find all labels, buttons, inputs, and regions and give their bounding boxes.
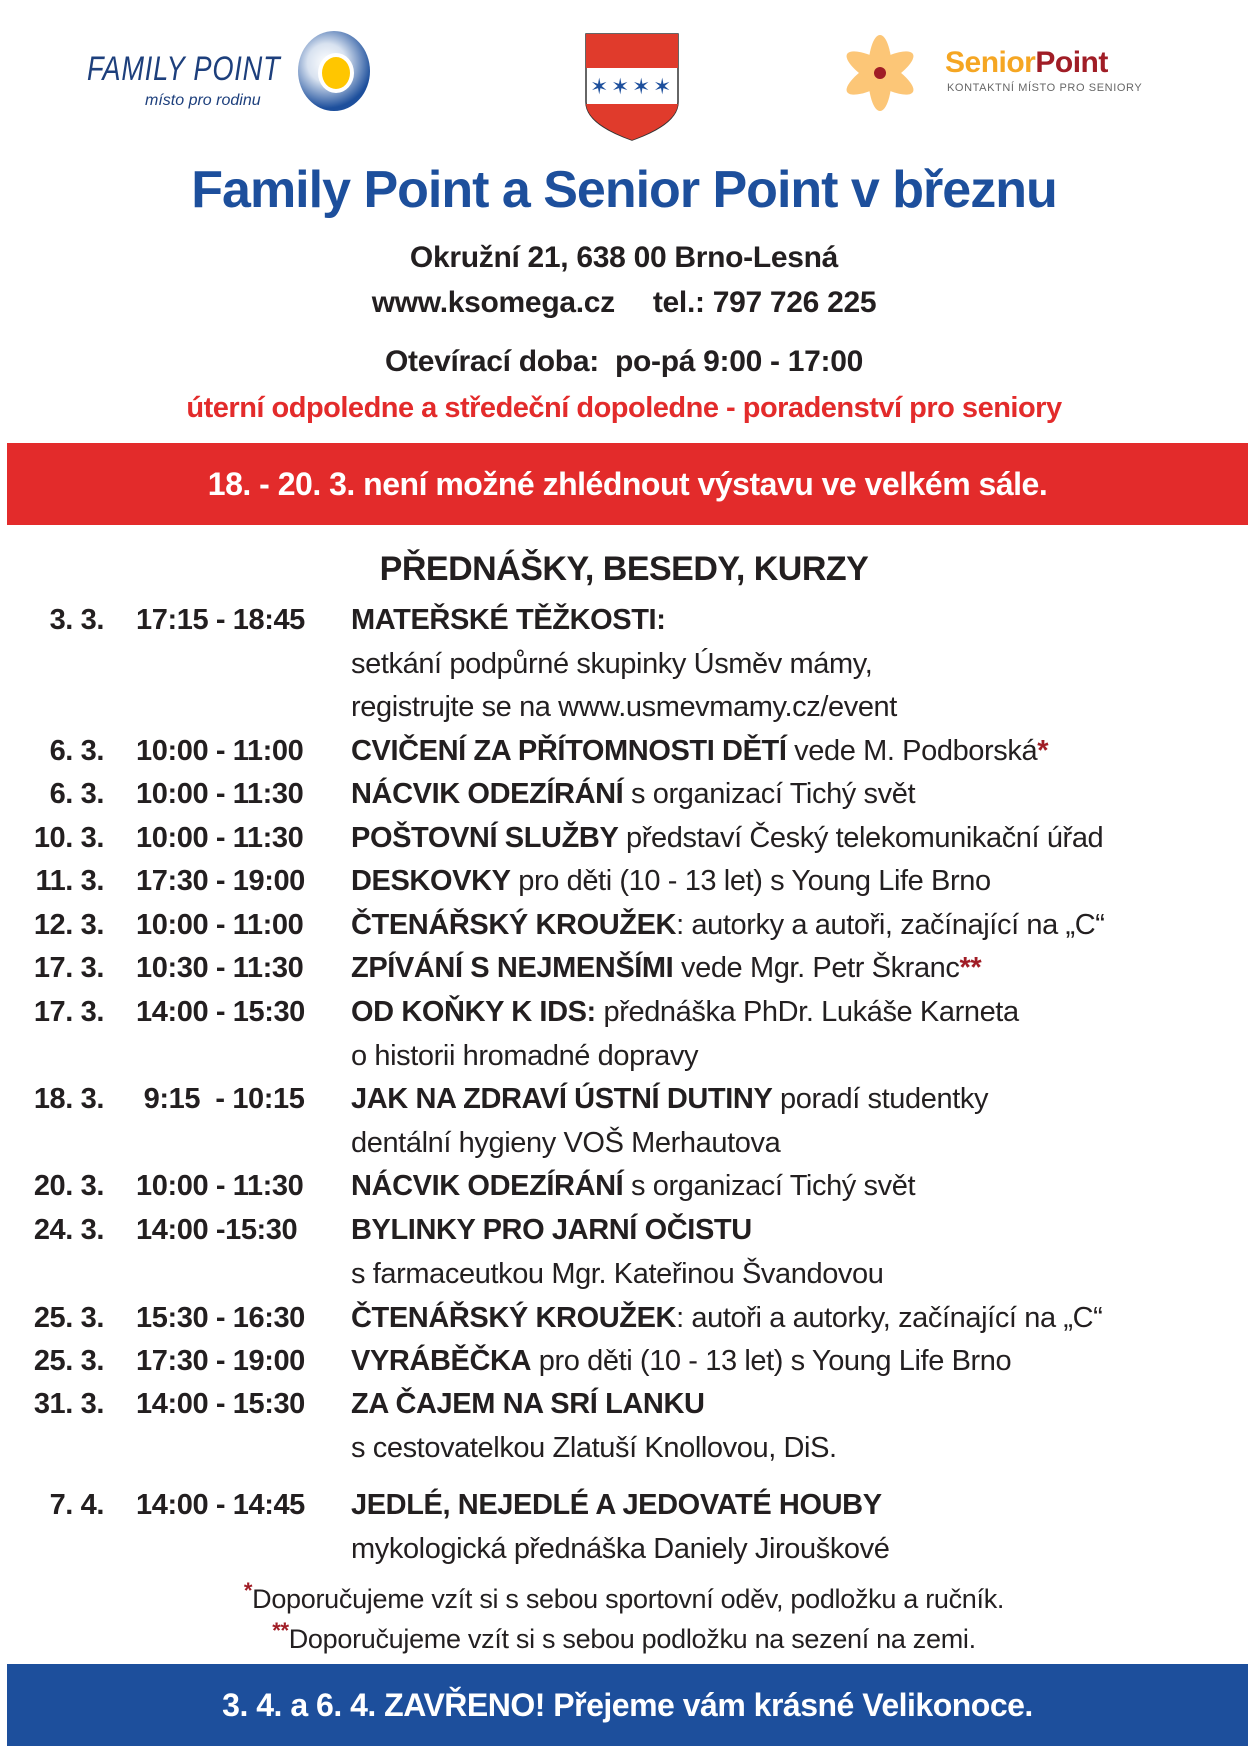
event-date: 24. 3. xyxy=(33,1214,104,1246)
event-date: 12. 3. xyxy=(33,909,104,941)
event-row xyxy=(0,818,1248,858)
footnote-1: *Doporučujeme vzít si s sebou sportovní oděv, podložku a ručník. xyxy=(243,1578,1005,1614)
event-date: 6. 3. xyxy=(49,778,104,810)
event-title: DESKOVKY xyxy=(351,865,511,897)
event-time: 10:00 - 11:00 xyxy=(136,735,304,767)
event-date: 18. 3. xyxy=(33,1083,104,1115)
event-title: JAK NA ZDRAVÍ ÚSTNÍ DUTINY xyxy=(351,1083,773,1115)
event-title: JEDLÉ, NEJEDLÉ A JEDOVATÉ HOUBY xyxy=(351,1489,882,1521)
event-detail: představí Český telekomunikační úřad xyxy=(618,822,1104,854)
event-row xyxy=(0,861,1248,901)
website-link[interactable]: www.ksomega.cz xyxy=(371,286,615,319)
event-description xyxy=(351,1341,1011,1381)
senior-point-logo xyxy=(835,28,1175,118)
event-title: MATEŘSKÉ TĚŽKOSTI: xyxy=(351,604,666,636)
event-description xyxy=(351,1079,988,1119)
event-time: 10:30 - 11:30 xyxy=(136,952,304,984)
event-continuation xyxy=(0,687,1248,727)
senior-point-tagline: KONTAKTNÍ MÍSTO PRO SENIORY xyxy=(947,82,1143,94)
event-time: 10:00 - 11:00 xyxy=(136,909,304,941)
event-time: 10:00 - 11:30 xyxy=(136,1170,304,1202)
closure-notice-banner xyxy=(7,1664,1248,1746)
event-date: 25. 3. xyxy=(33,1345,104,1377)
event-detail: : autoři a autorky, začínající na „C“ xyxy=(676,1302,1103,1334)
event-detail: pro děti (10 - 13 let) s Young Life Brno xyxy=(510,865,991,897)
flower-icon xyxy=(835,28,925,118)
event-continuation xyxy=(0,1123,1248,1163)
event-description xyxy=(351,1166,915,1206)
event-time: 14:00 - 15:30 xyxy=(136,996,305,1028)
event-row xyxy=(0,1166,1248,1206)
event-title: NÁCVIK ODEZÍRÁNÍ xyxy=(351,778,624,810)
family-point-logo xyxy=(70,28,390,128)
event-description xyxy=(351,1384,705,1424)
family-point-circle-icon xyxy=(298,31,370,111)
phone: tel.: 797 726 225 xyxy=(652,286,877,319)
page-title: Family Point a Senior Point v březnu xyxy=(191,161,1057,219)
family-point-tagline: místo pro rodinu xyxy=(145,92,261,109)
event-continuation xyxy=(0,644,1248,684)
event-continuation-text: o historii hromadné dopravy xyxy=(351,1039,699,1072)
event-continuation xyxy=(0,1254,1248,1294)
event-row xyxy=(0,1341,1248,1381)
event-detail: vede Mgr. Petr Škranc xyxy=(673,952,960,984)
event-description xyxy=(351,905,1105,945)
event-detail: s organizací Tichý svět xyxy=(623,1170,916,1202)
event-row xyxy=(0,1079,1248,1119)
event-description xyxy=(351,1485,882,1525)
event-continuation xyxy=(0,1529,1248,1569)
family-point-logo-text: FAMILY POINT xyxy=(87,50,281,88)
svg-text:✶: ✶ xyxy=(632,75,651,100)
event-time: 17:30 - 19:00 xyxy=(136,865,305,897)
event-title: ZA ČAJEM NA SRÍ LANKU xyxy=(351,1388,705,1420)
event-date: 17. 3. xyxy=(33,952,104,984)
event-row xyxy=(0,731,1248,771)
event-continuation xyxy=(0,1428,1248,1468)
event-date: 31. 3. xyxy=(33,1388,104,1420)
event-time: 14:00 - 15:30 xyxy=(136,1388,305,1420)
event-row xyxy=(0,774,1248,814)
event-description xyxy=(351,731,1048,771)
opening-hours: Otevírací doba: po-pá 9:00 - 17:00 xyxy=(385,345,863,378)
event-description xyxy=(351,818,1103,858)
event-time: 14:00 - 14:45 xyxy=(136,1489,305,1521)
senior-advice-note: úterní odpoledne a středeční dopoledne - poradenství pro seniory xyxy=(186,392,1062,424)
event-row xyxy=(0,992,1248,1032)
event-detail: vede M. Podborská xyxy=(786,735,1038,767)
section-heading: PŘEDNÁŠKY, BESEDY, KURZY xyxy=(379,550,869,588)
event-detail: : autorky a autoři, začínající na „C“ xyxy=(676,909,1105,941)
event-row xyxy=(0,600,1248,640)
event-time: 15:30 - 16:30 xyxy=(136,1302,305,1334)
svg-text:✶: ✶ xyxy=(590,75,609,100)
event-title: ČTENÁŘSKÝ KROUŽEK xyxy=(351,909,677,941)
event-date: 11. 3. xyxy=(35,865,104,897)
event-continuation xyxy=(0,1036,1248,1076)
event-continuation-text: registrujte se na www.usmevmamy.cz/event xyxy=(351,691,897,723)
event-title: VYRÁBĚČKA xyxy=(351,1345,532,1377)
event-row xyxy=(0,1384,1248,1424)
svg-text:✶: ✶ xyxy=(653,75,672,100)
event-title: ZPÍVÁNÍ S NEJMENŠÍMI xyxy=(351,952,674,984)
event-continuation-text: s farmaceutkou Mgr. Kateřinou Švandovou xyxy=(351,1257,884,1290)
footnote-2: **Doporučujeme vzít si s sebou podložku na sezení na zemi. xyxy=(272,1618,976,1654)
event-detail: s organizací Tichý svět xyxy=(623,778,916,810)
event-continuation-text: s cestovatelkou Zlatuší Knollovou, DiS. xyxy=(351,1431,837,1464)
coat-of-arms-icon xyxy=(584,32,680,147)
senior-point-name: SeniorPoint xyxy=(945,46,1108,79)
event-description xyxy=(351,948,981,988)
event-continuation-text: setkání podpůrné skupinky Úsměv mámy, xyxy=(351,647,873,680)
event-title: OD KOŇKY K IDS: xyxy=(351,996,596,1028)
event-date: 10. 3. xyxy=(33,822,104,854)
event-time: 10:00 - 11:30 xyxy=(136,778,304,810)
event-date: 17. 3. xyxy=(33,996,104,1028)
exhibition-notice-banner xyxy=(7,443,1248,525)
event-continuation-text: mykologická přednáška Daniely Jirouškové xyxy=(351,1532,890,1565)
address: Okružní 21, 638 00 Brno-Lesná xyxy=(409,241,839,274)
event-detail: přednáška PhDr. Lukáše Karneta xyxy=(595,996,1019,1028)
event-description xyxy=(351,861,991,901)
event-note-mark: * xyxy=(1037,735,1049,767)
event-date: 20. 3. xyxy=(33,1170,104,1202)
event-time: 9:15 - 10:15 xyxy=(136,1083,305,1115)
event-date: 25. 3. xyxy=(33,1302,104,1334)
closure-notice-text: 3. 4. a 6. 4. ZAVŘENO! Přejeme vám krásné Velikonoce. xyxy=(222,1686,1033,1723)
event-row xyxy=(0,948,1248,988)
event-continuation-text: dentální hygieny VOŠ Merhautova xyxy=(351,1126,781,1159)
event-detail: pro děti (10 - 13 let) s Young Life Brno xyxy=(531,1345,1012,1377)
event-time: 10:00 - 11:30 xyxy=(136,822,304,854)
event-description xyxy=(351,600,665,640)
event-description xyxy=(351,1210,752,1250)
event-title: NÁCVIK ODEZÍRÁNÍ xyxy=(351,1170,624,1202)
event-row xyxy=(0,1298,1248,1338)
event-row xyxy=(0,1485,1248,1525)
event-time: 14:00 -15:30 xyxy=(136,1214,298,1246)
event-date: 6. 3. xyxy=(49,735,104,767)
exhibition-notice-text: 18. - 20. 3. není možné zhlédnout výstavu ve velkém sále. xyxy=(207,465,1048,502)
event-description xyxy=(351,774,915,814)
event-title: ČTENÁŘSKÝ KROUŽEK xyxy=(351,1302,677,1334)
event-date: 3. 3. xyxy=(49,604,104,636)
event-title: CVIČENÍ ZA PŘÍTOMNOSTI DĚTÍ xyxy=(351,735,787,767)
event-title: BYLINKY PRO JARNÍ OČISTU xyxy=(351,1214,752,1246)
svg-text:✶: ✶ xyxy=(611,75,630,100)
event-title: POŠTOVNÍ SLUŽBY xyxy=(351,822,619,854)
event-row xyxy=(0,905,1248,945)
event-row xyxy=(0,1210,1248,1250)
event-description xyxy=(351,992,1019,1032)
event-detail: poradí studentky xyxy=(772,1083,989,1115)
event-time: 17:15 - 18:45 xyxy=(136,604,305,636)
event-time: 17:30 - 19:00 xyxy=(136,1345,305,1377)
event-note-mark: ** xyxy=(959,952,982,984)
event-description xyxy=(351,1298,1102,1338)
contact-line xyxy=(0,286,1248,320)
event-date: 7. 4. xyxy=(49,1489,104,1521)
